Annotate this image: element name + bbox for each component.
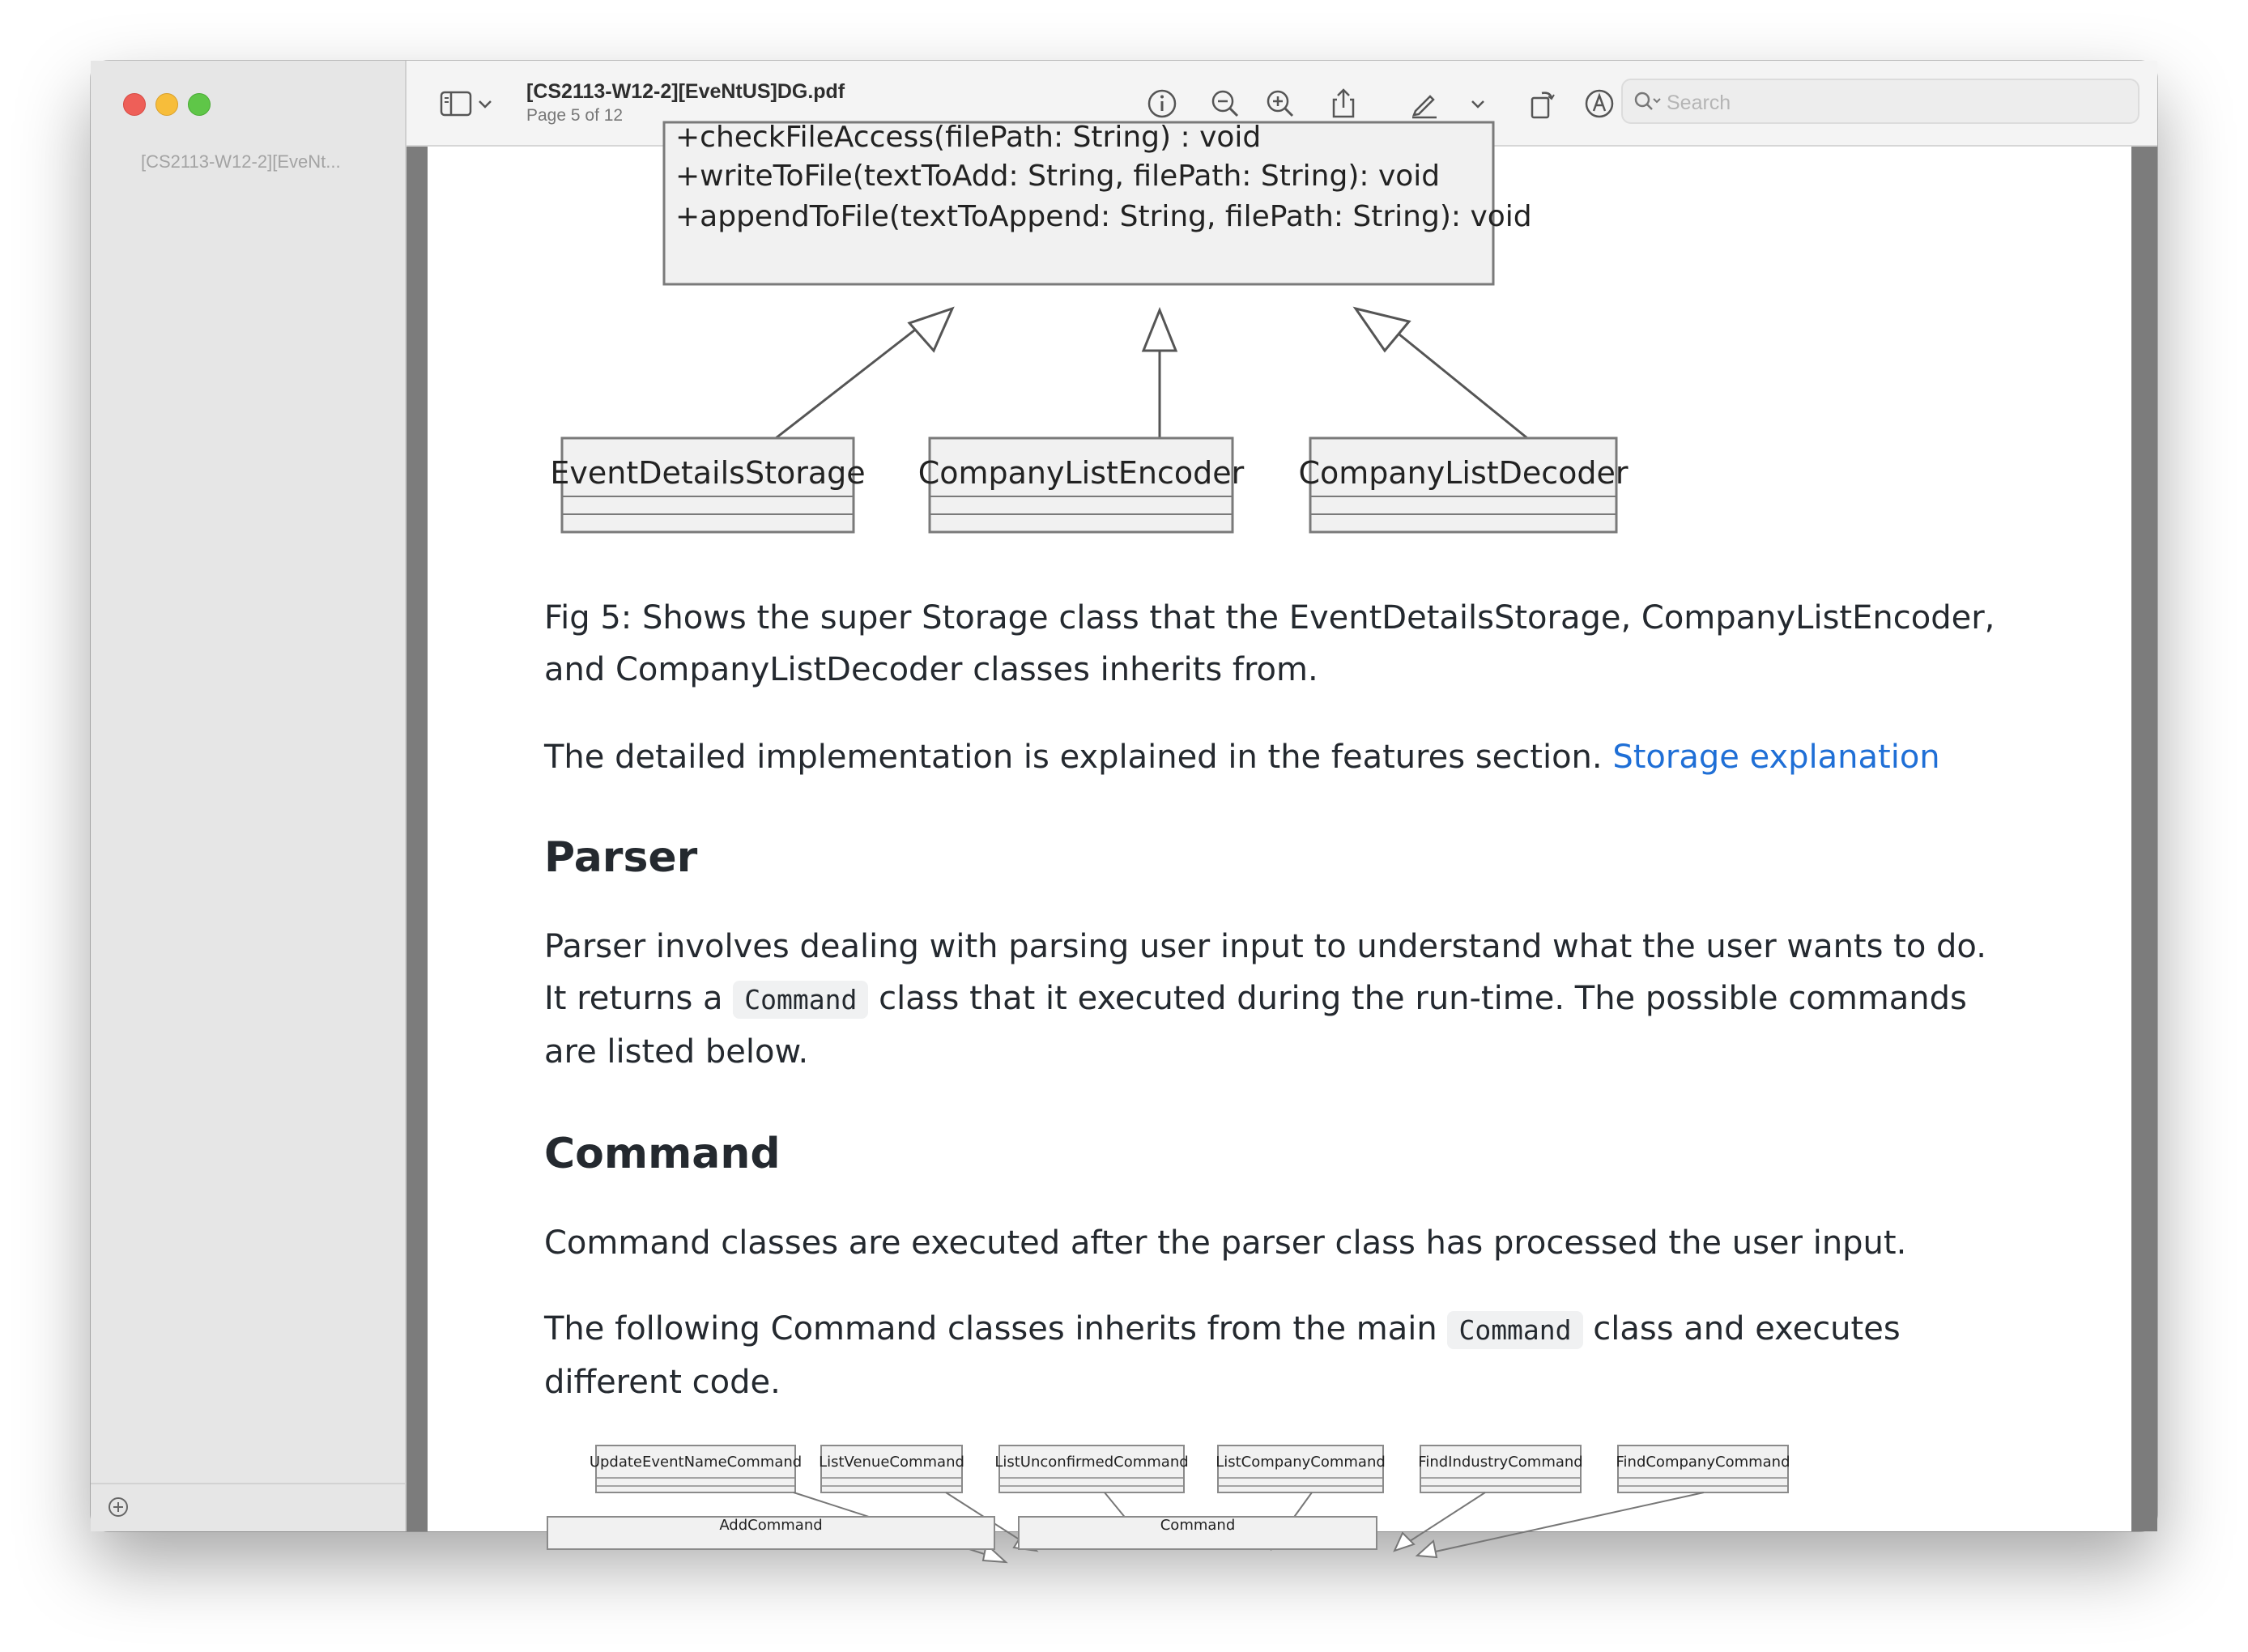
info-icon[interactable]: [1145, 87, 1179, 121]
close-window-button[interactable]: [123, 93, 146, 116]
inheritance-arrowhead: [1356, 309, 1409, 351]
parser-paragraph: [544, 921, 2018, 1078]
sidebar-footer: [91, 1483, 405, 1531]
inherit-text-2: class and executes different code.: [544, 1310, 1901, 1401]
figure-caption: Fig 5: Shows the super Storage class that the EventDetailsStorage, CompanyListEncoder, and CompanyListDecoder classes inherits from.: [544, 599, 1995, 688]
detail-paragraph: [544, 731, 2018, 783]
chevron-down-icon[interactable]: [475, 87, 496, 121]
zoom-in-icon[interactable]: [1263, 87, 1297, 121]
search-field[interactable]: [1621, 79, 2139, 124]
storage-method-partial: +checkFileAccess(filePath: String) : void: [675, 121, 1262, 154]
parser-heading: Parser: [544, 833, 698, 882]
chevron-down-icon[interactable]: [1467, 87, 1488, 121]
search-icon: [1633, 90, 1662, 114]
markup-icon[interactable]: [1582, 87, 1616, 121]
class-name-listvenuecommand: ListVenueCommand: [819, 1454, 964, 1471]
class-name-updateeventnamecommand: UpdateEventNameCommand: [589, 1454, 803, 1471]
class-name-listcompanycommand: ListCompanyCommand: [1216, 1454, 1386, 1471]
sidebar-toggle-icon[interactable]: [439, 87, 473, 121]
inheritance-arrowhead: [1143, 310, 1176, 351]
document-viewport[interactable]: [407, 121, 2157, 1534]
class-name-eventdetailsstorage: EventDetailsStorage: [550, 455, 866, 491]
zoom-out-icon[interactable]: [1208, 87, 1242, 121]
sidebar-document-label[interactable]: [CS2113-W12-2][EveNt...: [141, 151, 341, 172]
share-icon[interactable]: [1326, 87, 1360, 121]
add-circle-icon[interactable]: [107, 1496, 130, 1518]
document-title: [CS2113-W12-2][EveNtUS]DG.pdf: [526, 80, 845, 103]
inherit-paragraph: [544, 1303, 2018, 1408]
class-name-listunconfirmedcommand: ListUnconfirmedCommand: [994, 1454, 1189, 1471]
sidebar: [91, 61, 407, 1531]
class-name-command: Command: [1160, 1517, 1236, 1534]
inherit-code-command: Command: [1447, 1311, 1582, 1349]
command-heading: Command: [544, 1130, 781, 1178]
inheritance-arrowhead: [909, 309, 952, 351]
storage-explanation-link[interactable]: Storage explanation: [1612, 739, 1940, 776]
storage-class-diagram: [428, 121, 2131, 543]
class-name-companylistencoder: CompanyListEncoder: [918, 455, 1245, 491]
storage-method-append: +appendToFile(textToAppend: String, filePath: String): void: [675, 200, 1532, 233]
inherit-text-1: The following Command classes inherits from the main: [544, 1310, 1437, 1348]
command-paragraph: Command classes are executed after the parser class has processed the user input.: [544, 1224, 1907, 1262]
page-indicator: Page 5 of 12: [526, 106, 624, 125]
preview-window: [91, 61, 2157, 1534]
detail-text: The detailed implementation is explained in the features section.: [544, 739, 1603, 776]
minimize-window-button[interactable]: [155, 93, 178, 116]
parser-code-command: Command: [733, 981, 868, 1019]
storage-method-write: +writeToFile(textToAdd: String, filePath: String): void: [675, 160, 1441, 193]
pdf-page: [428, 121, 2131, 1534]
highlight-pen-icon[interactable]: [1407, 87, 1441, 121]
parser-text-2: class that it executed during the run-time. The possible commands are listed below.: [544, 980, 1967, 1071]
zoom-window-button[interactable]: [188, 93, 211, 116]
search-placeholder: Search: [1667, 92, 1731, 114]
class-name-addcommand: AddCommand: [719, 1517, 823, 1534]
command-class-diagram: [428, 1442, 2131, 1534]
rotate-icon[interactable]: [1526, 87, 1560, 121]
class-name-findcompanycommand: FindCompanyCommand: [1616, 1454, 1790, 1471]
parser-text-1: Parser involves dealing with parsing user input to understand what the user wants to do. It returns a: [544, 928, 1986, 1017]
class-name-companylistdecoder: CompanyListDecoder: [1298, 455, 1629, 491]
class-name-findindustrycommand: FindIndustryCommand: [1418, 1454, 1583, 1471]
